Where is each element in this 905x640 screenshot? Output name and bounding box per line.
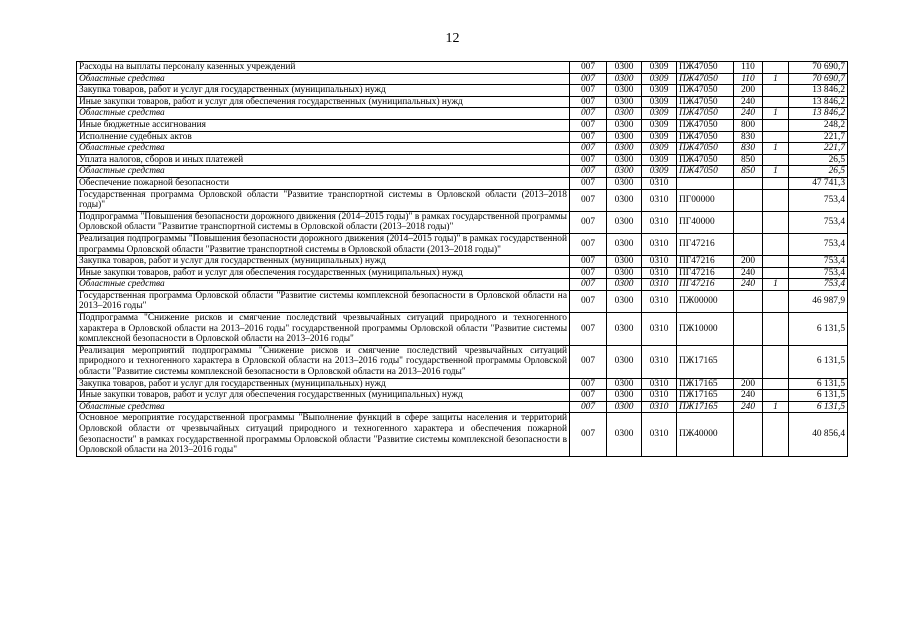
expense-type-cell: 800 <box>734 119 763 131</box>
target-code-cell <box>677 177 734 189</box>
ministry-code-cell: 007 <box>570 143 607 155</box>
amount-cell: 6 131,5 <box>789 390 848 402</box>
table-row <box>77 119 848 131</box>
ministry-code-cell: 007 <box>570 177 607 189</box>
table-row <box>77 96 848 108</box>
subsection-code-cell: 0310 <box>642 290 677 312</box>
funding-source-cell <box>763 211 789 233</box>
section-code-cell: 0300 <box>607 279 642 291</box>
amount-cell: 26,5 <box>789 166 848 178</box>
section-code-cell: 0300 <box>607 189 642 211</box>
expense-type-cell: 240 <box>734 96 763 108</box>
target-code-cell: ПЖ47050 <box>677 73 734 85</box>
funding-source-cell: 1 <box>763 401 789 413</box>
section-code-cell: 0300 <box>607 313 642 346</box>
subsection-code-cell: 0309 <box>642 96 677 108</box>
item-name-cell: Расходы на выплаты персоналу казенных учреждений <box>77 62 570 74</box>
amount-cell: 70 690,7 <box>789 62 848 74</box>
ministry-code-cell: 007 <box>570 401 607 413</box>
funding-source-cell <box>763 131 789 143</box>
amount-cell: 753,4 <box>789 267 848 279</box>
table-row <box>77 390 848 402</box>
expense-type-cell: 240 <box>734 401 763 413</box>
section-code-cell: 0300 <box>607 62 642 74</box>
amount-cell: 6 131,5 <box>789 378 848 390</box>
target-code-cell: ПЖ47050 <box>677 62 734 74</box>
expense-type-cell <box>734 313 763 346</box>
target-code-cell: ПГ47216 <box>677 233 734 255</box>
table-row <box>77 131 848 143</box>
expense-type-cell <box>734 233 763 255</box>
target-code-cell: ПЖ17165 <box>677 345 734 378</box>
funding-source-cell: 1 <box>763 108 789 120</box>
ministry-code-cell: 007 <box>570 154 607 166</box>
target-code-cell: ПЖ17165 <box>677 401 734 413</box>
section-code-cell: 0300 <box>607 131 642 143</box>
amount-cell: 753,4 <box>789 279 848 291</box>
item-name-cell: Исполнение судебных актов <box>77 131 570 143</box>
table-row <box>77 345 848 378</box>
target-code-cell: ПЖ47050 <box>677 85 734 97</box>
ministry-code-cell: 007 <box>570 378 607 390</box>
item-name-cell: Основное мероприятие государственной программы "Выполнение функций в сфере защиты населения и территорий Орловской области от чрезвычайных ситуаций природного и техногенного характера и обеспечения пожарной безопасности" в рамках государственной программы Орловской области "Развитие системы комплексной безопасности в Орловской области на 2013–2016 годы" <box>77 413 570 456</box>
ministry-code-cell: 007 <box>570 345 607 378</box>
ministry-code-cell: 007 <box>570 256 607 268</box>
amount-cell: 753,4 <box>789 256 848 268</box>
table-row <box>77 177 848 189</box>
page-number: 12 <box>445 31 460 46</box>
expense-type-cell: 240 <box>734 390 763 402</box>
amount-cell: 13 846,2 <box>789 85 848 97</box>
table-row <box>77 73 848 85</box>
table-row <box>77 378 848 390</box>
section-code-cell: 0300 <box>607 401 642 413</box>
funding-source-cell: 1 <box>763 143 789 155</box>
expense-type-cell <box>734 177 763 189</box>
section-code-cell: 0300 <box>607 211 642 233</box>
table-row <box>77 313 848 346</box>
item-name-cell: Закупка товаров, работ и услуг для государственных (муниципальных) нужд <box>77 378 570 390</box>
funding-source-cell <box>763 154 789 166</box>
funding-source-cell <box>763 290 789 312</box>
table-row <box>77 211 848 233</box>
ministry-code-cell: 007 <box>570 166 607 178</box>
target-code-cell: ПЖ47050 <box>677 108 734 120</box>
target-code-cell: ПГ00000 <box>677 189 734 211</box>
expense-type-cell <box>734 290 763 312</box>
funding-source-cell <box>763 119 789 131</box>
target-code-cell: ПЖ47050 <box>677 143 734 155</box>
funding-source-cell <box>763 85 789 97</box>
expense-type-cell <box>734 413 763 456</box>
ministry-code-cell: 007 <box>570 119 607 131</box>
table-row <box>77 154 848 166</box>
item-name-cell: Закупка товаров, работ и услуг для государственных (муниципальных) нужд <box>77 256 570 268</box>
funding-source-cell <box>763 313 789 346</box>
item-name-cell: Иные закупки товаров, работ и услуг для обеспечения государственных (муниципальных) нужд <box>77 267 570 279</box>
subsection-code-cell: 0310 <box>642 279 677 291</box>
item-name-cell: Государственная программа Орловской области "Развитие транспортной системы в Орловской области (2013–2018 годы)" <box>77 189 570 211</box>
table-row <box>77 290 848 312</box>
subsection-code-cell: 0309 <box>642 154 677 166</box>
ministry-code-cell: 007 <box>570 413 607 456</box>
ministry-code-cell: 007 <box>570 233 607 255</box>
ministry-code-cell: 007 <box>570 390 607 402</box>
section-code-cell: 0300 <box>607 154 642 166</box>
subsection-code-cell: 0310 <box>642 345 677 378</box>
budget-table <box>76 61 848 457</box>
amount-cell: 248,2 <box>789 119 848 131</box>
ministry-code-cell: 007 <box>570 279 607 291</box>
item-name-cell: Государственная программа Орловской области "Развитие системы комплексной безопасности в Орловской области на 2013–2016 годы" <box>77 290 570 312</box>
subsection-code-cell: 0309 <box>642 85 677 97</box>
funding-source-cell <box>763 256 789 268</box>
table-row <box>77 108 848 120</box>
amount-cell: 40 856,4 <box>789 413 848 456</box>
target-code-cell: ПЖ47050 <box>677 166 734 178</box>
item-name-cell: Областные средства <box>77 401 570 413</box>
funding-source-cell <box>763 267 789 279</box>
item-name-cell: Реализация подпрограммы "Повышения безопасности дорожного движения (2014–2015 годы)" в рамках государственной программы Орловской области "Развитие транспортной системы в Орловской области (2013–2018 годы)" <box>77 233 570 255</box>
target-code-cell: ПЖ17165 <box>677 378 734 390</box>
subsection-code-cell: 0310 <box>642 211 677 233</box>
item-name-cell: Иные бюджетные ассигнования <box>77 119 570 131</box>
expense-type-cell <box>734 345 763 378</box>
ministry-code-cell: 007 <box>570 267 607 279</box>
subsection-code-cell: 0309 <box>642 131 677 143</box>
table-row <box>77 189 848 211</box>
expense-type-cell: 240 <box>734 279 763 291</box>
amount-cell: 47 741,3 <box>789 177 848 189</box>
item-name-cell: Подпрограмма "Снижение рисков и смягчение последствий чрезвычайных ситуаций природного и техногенного характера в Орловской области на 2013–2016 годы" государственной программы Орловской области "Развитие системы комплексной безопасности в Орловской области на 2013–2016 годы" <box>77 313 570 346</box>
section-code-cell: 0300 <box>607 390 642 402</box>
amount-cell: 6 131,5 <box>789 401 848 413</box>
section-code-cell: 0300 <box>607 108 642 120</box>
target-code-cell: ПГ47216 <box>677 256 734 268</box>
table-body <box>77 62 848 457</box>
subsection-code-cell: 0310 <box>642 313 677 346</box>
expense-type-cell: 200 <box>734 85 763 97</box>
target-code-cell: ПЖ40000 <box>677 413 734 456</box>
expense-type-cell: 240 <box>734 108 763 120</box>
section-code-cell: 0300 <box>607 119 642 131</box>
amount-cell: 6 131,5 <box>789 345 848 378</box>
ministry-code-cell: 007 <box>570 290 607 312</box>
section-code-cell: 0300 <box>607 378 642 390</box>
table-row <box>77 413 848 456</box>
target-code-cell: ПЖ00000 <box>677 290 734 312</box>
expense-type-cell: 850 <box>734 166 763 178</box>
table-row <box>77 233 848 255</box>
expense-type-cell: 110 <box>734 62 763 74</box>
item-name-cell: Областные средства <box>77 143 570 155</box>
table-row <box>77 401 848 413</box>
subsection-code-cell: 0309 <box>642 143 677 155</box>
expense-type-cell: 110 <box>734 73 763 85</box>
item-name-cell: Областные средства <box>77 73 570 85</box>
table-row <box>77 85 848 97</box>
funding-source-cell <box>763 378 789 390</box>
item-name-cell: Иные закупки товаров, работ и услуг для обеспечения государственных (муниципальных) нужд <box>77 390 570 402</box>
amount-cell: 6 131,5 <box>789 313 848 346</box>
ministry-code-cell: 007 <box>570 131 607 143</box>
item-name-cell: Реализация мероприятий подпрограммы "Снижение рисков и смягчение последствий чрезвычайных ситуаций природного и техногенного характера в Орловской области на 2013–2016 годы" государственной программы Орловской области "Развитие системы комплексной безопасности в Орловской области на 2013–2016 годы" <box>77 345 570 378</box>
funding-source-cell: 1 <box>763 166 789 178</box>
ministry-code-cell: 007 <box>570 313 607 346</box>
section-code-cell: 0300 <box>607 290 642 312</box>
table-row <box>77 166 848 178</box>
target-code-cell: ПЖ10000 <box>677 313 734 346</box>
section-code-cell: 0300 <box>607 143 642 155</box>
expense-type-cell: 830 <box>734 143 763 155</box>
table-row <box>77 279 848 291</box>
subsection-code-cell: 0309 <box>642 62 677 74</box>
funding-source-cell <box>763 96 789 108</box>
amount-cell: 13 846,2 <box>789 96 848 108</box>
table-row <box>77 256 848 268</box>
section-code-cell: 0300 <box>607 166 642 178</box>
subsection-code-cell: 0310 <box>642 177 677 189</box>
target-code-cell: ПЖ47050 <box>677 154 734 166</box>
subsection-code-cell: 0309 <box>642 166 677 178</box>
subsection-code-cell: 0309 <box>642 119 677 131</box>
section-code-cell: 0300 <box>607 96 642 108</box>
item-name-cell: Уплата налогов, сборов и иных платежей <box>77 154 570 166</box>
amount-cell: 753,4 <box>789 233 848 255</box>
expense-type-cell: 850 <box>734 154 763 166</box>
target-code-cell: ПЖ47050 <box>677 131 734 143</box>
section-code-cell: 0300 <box>607 345 642 378</box>
section-code-cell: 0300 <box>607 177 642 189</box>
amount-cell: 221,7 <box>789 131 848 143</box>
table-row <box>77 62 848 74</box>
ministry-code-cell: 007 <box>570 96 607 108</box>
ministry-code-cell: 007 <box>570 189 607 211</box>
item-name-cell: Иные закупки товаров, работ и услуг для обеспечения государственных (муниципальных) нужд <box>77 96 570 108</box>
funding-source-cell <box>763 177 789 189</box>
expense-type-cell: 200 <box>734 378 763 390</box>
funding-source-cell <box>763 62 789 74</box>
funding-source-cell <box>763 345 789 378</box>
section-code-cell: 0300 <box>607 233 642 255</box>
section-code-cell: 0300 <box>607 256 642 268</box>
table-row <box>77 143 848 155</box>
target-code-cell: ПГ47216 <box>677 267 734 279</box>
amount-cell: 26,5 <box>789 154 848 166</box>
item-name-cell: Областные средства <box>77 279 570 291</box>
amount-cell: 70 690,7 <box>789 73 848 85</box>
target-code-cell: ПЖ47050 <box>677 119 734 131</box>
section-code-cell: 0300 <box>607 267 642 279</box>
expense-type-cell: 200 <box>734 256 763 268</box>
item-name-cell: Областные средства <box>77 108 570 120</box>
ministry-code-cell: 007 <box>570 73 607 85</box>
expense-type-cell <box>734 189 763 211</box>
target-code-cell: ПГ47216 <box>677 279 734 291</box>
subsection-code-cell: 0310 <box>642 256 677 268</box>
amount-cell: 753,4 <box>789 189 848 211</box>
subsection-code-cell: 0310 <box>642 189 677 211</box>
subsection-code-cell: 0309 <box>642 73 677 85</box>
subsection-code-cell: 0310 <box>642 413 677 456</box>
funding-source-cell <box>763 390 789 402</box>
funding-source-cell <box>763 189 789 211</box>
table-row <box>77 267 848 279</box>
subsection-code-cell: 0310 <box>642 378 677 390</box>
amount-cell: 46 987,9 <box>789 290 848 312</box>
section-code-cell: 0300 <box>607 413 642 456</box>
amount-cell: 753,4 <box>789 211 848 233</box>
funding-source-cell <box>763 413 789 456</box>
funding-source-cell: 1 <box>763 279 789 291</box>
funding-source-cell: 1 <box>763 73 789 85</box>
ministry-code-cell: 007 <box>570 108 607 120</box>
amount-cell: 221,7 <box>789 143 848 155</box>
subsection-code-cell: 0309 <box>642 108 677 120</box>
ministry-code-cell: 007 <box>570 211 607 233</box>
expense-type-cell: 830 <box>734 131 763 143</box>
target-code-cell: ПГ40000 <box>677 211 734 233</box>
amount-cell: 13 846,2 <box>789 108 848 120</box>
ministry-code-cell: 007 <box>570 85 607 97</box>
item-name-cell: Обеспечение пожарной безопасности <box>77 177 570 189</box>
item-name-cell: Областные средства <box>77 166 570 178</box>
funding-source-cell <box>763 233 789 255</box>
subsection-code-cell: 0310 <box>642 233 677 255</box>
expense-type-cell <box>734 211 763 233</box>
target-code-cell: ПЖ47050 <box>677 96 734 108</box>
subsection-code-cell: 0310 <box>642 401 677 413</box>
subsection-code-cell: 0310 <box>642 267 677 279</box>
expense-type-cell: 240 <box>734 267 763 279</box>
item-name-cell: Подпрограмма "Повышения безопасности дорожного движения (2014–2015 годы)" в рамках государственной программы Орловской области "Развитие транспортной системы в Орловской области (2013–2018 годы)" <box>77 211 570 233</box>
section-code-cell: 0300 <box>607 73 642 85</box>
ministry-code-cell: 007 <box>570 62 607 74</box>
subsection-code-cell: 0310 <box>642 390 677 402</box>
section-code-cell: 0300 <box>607 85 642 97</box>
item-name-cell: Закупка товаров, работ и услуг для государственных (муниципальных) нужд <box>77 85 570 97</box>
target-code-cell: ПЖ17165 <box>677 390 734 402</box>
